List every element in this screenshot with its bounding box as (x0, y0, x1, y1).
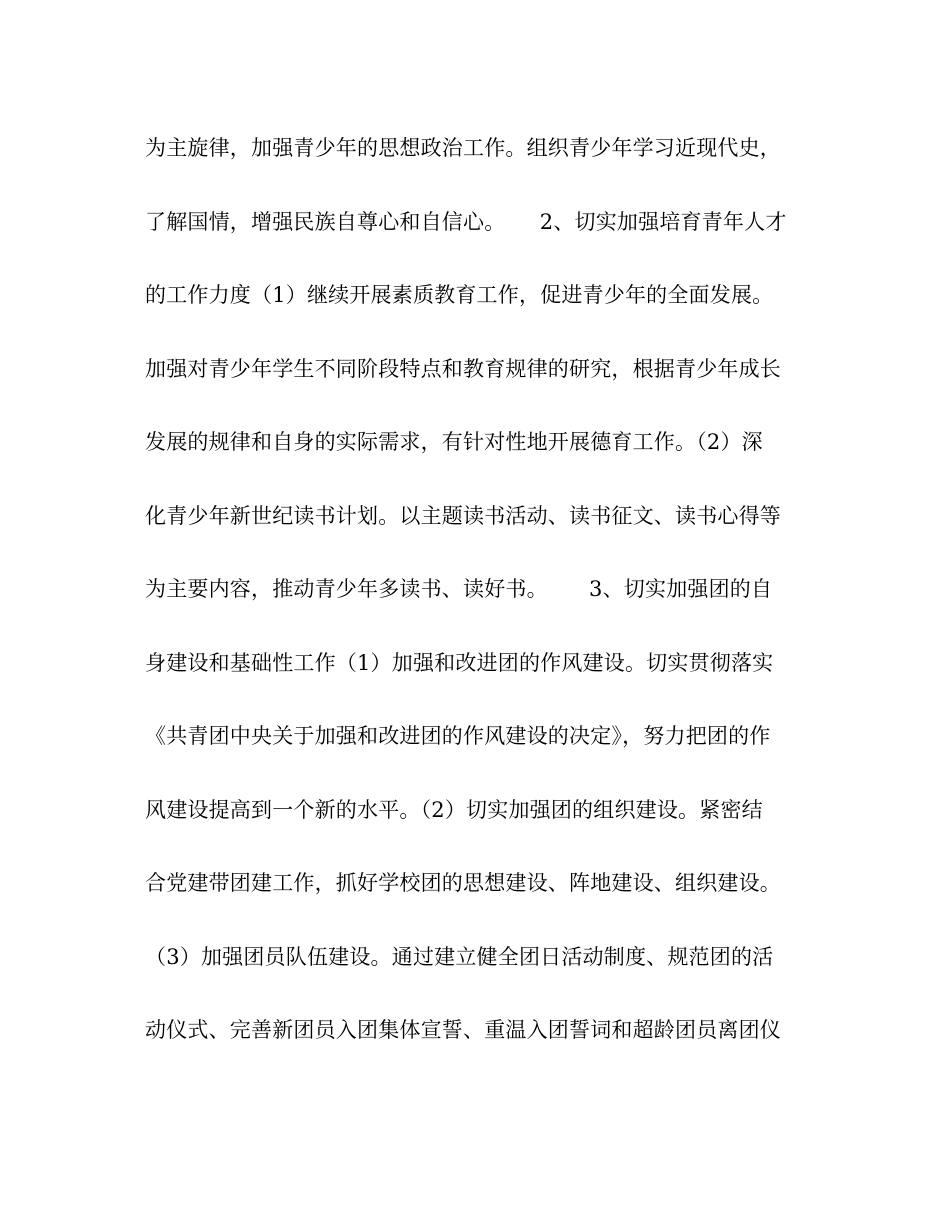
text-line-3: 的工作力度（1）继续开展素质教育工作，促进青少年的全面发展。 (145, 283, 774, 307)
text-line-8: 身建设和基础性工作（1）加强和改进团的作风建设。切实贯彻落实 (145, 650, 774, 675)
text-line-6: 化青少年新世纪读书计划。以主题读书活动、读书征文、读书心得等 (145, 503, 781, 528)
text-line-7: 为主要内容，推动青少年多读书、读好书。 3、切实加强团的自 (145, 577, 773, 601)
text-line-11: 合党建带团建工作，抓好学校团的思想建设、阵地建设、组织建设。 (145, 871, 781, 895)
text-line-4: 加强对青少年学生不同阶段特点和教育规律的研究，根据青少年成长 (145, 356, 781, 381)
text-line-13: 动仪式、完善新团员入团集体宣誓、重温入团誓词和超龄团员离团仪 (145, 1018, 781, 1042)
text-line-2: 了解国情，增强民族自尊心和自信心。 2、切实加强培育青年人才 (145, 209, 787, 234)
text-line-12: （3）加强团员队伍建设。通过建立健全团日活动制度、规范团的活 (145, 944, 774, 969)
text-line-9: 《共青团中央关于加强和改进团的作风建设的决定》，努力把团的作 (145, 724, 771, 748)
text-line-5: 发展的规律和自身的实际需求，有针对性地开展德育工作。（2）深 (145, 430, 763, 454)
text-line-10: 风建设提高到一个新的水平。（2）切实加强团的组织建设。紧密结 (145, 797, 763, 822)
document-body (145, 131, 810, 1087)
text-line-1: 为主旋律，加强青少年的思想政治工作。组织青少年学习近现代史， (145, 136, 781, 160)
